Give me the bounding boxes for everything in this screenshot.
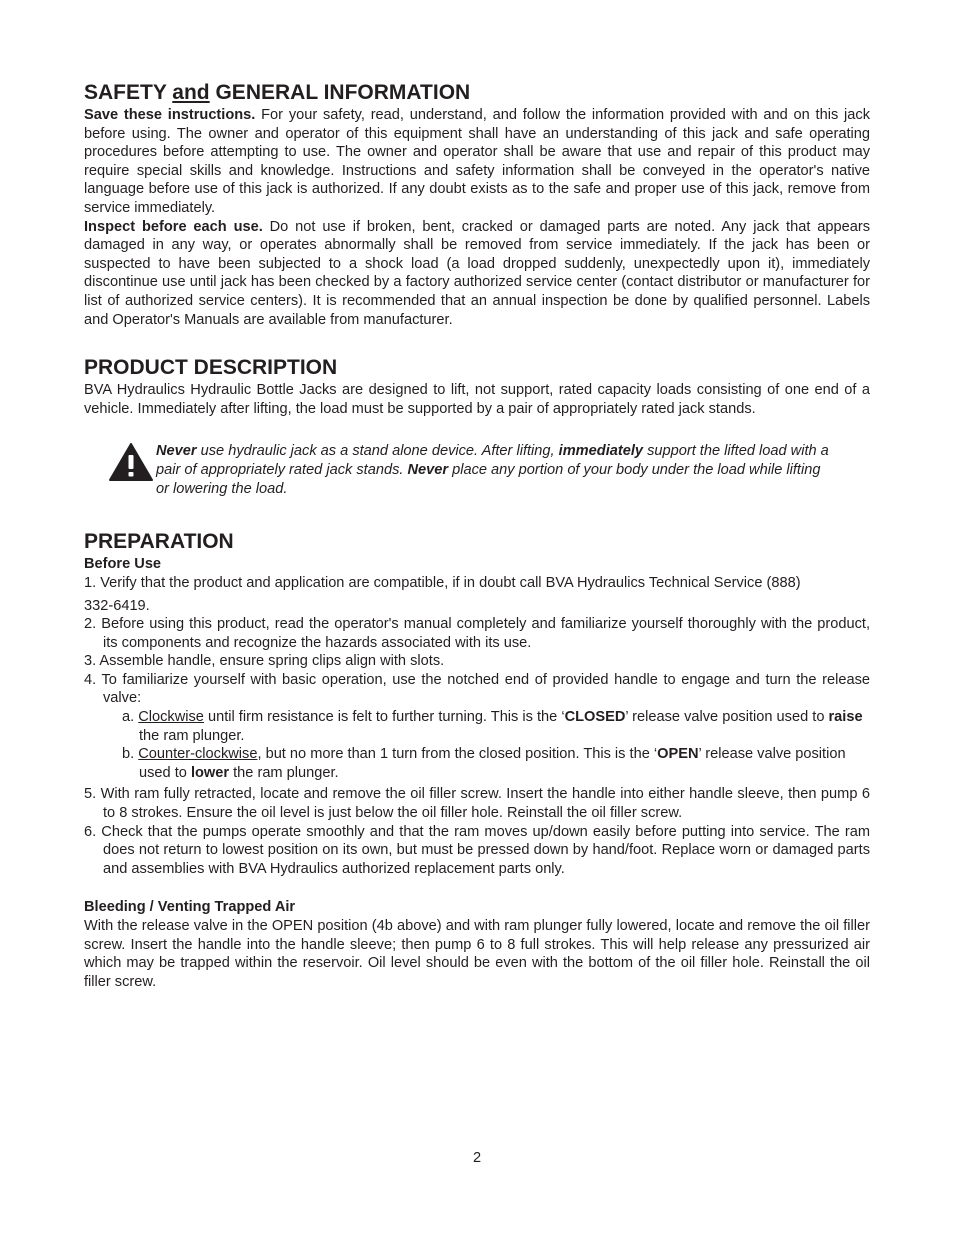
sub-list-text: ’ release valve position used to xyxy=(139,746,846,781)
bleeding-paragraph: With the release valve in the OPEN position (4b above) and with ram plunger fully lowered, locate and remove the oil filler screw. Insert the handle into the handle sleeve; then pump 6 to 8 full strokes. This will help release any pressurized air which may be trapped within the reservoir. Oil level should be even with the bottom of the oil filler hole. Reinstall the oil filler screw. xyxy=(84,918,870,990)
list-item: 4. To familiarize yourself with basic operation, use the notched end of provided handle to engage and turn the release valve: xyxy=(84,671,870,707)
before-use-subheading: Before Use xyxy=(84,556,162,573)
paragraph-lead: Inspect before each use. xyxy=(84,218,263,235)
heading-part: GENERAL INFORMATION xyxy=(209,81,471,104)
sub-list-text: until firm resistance is felt to further turning. This is the ‘ xyxy=(203,709,565,726)
product-description-paragraph: BVA Hydraulics Hydraulic Bottle Jacks are designed to lift, not support, rated capacity loads consisting of one end of a vehicle. Immediately after lifting, the load must be supported by a pair of appropriately rated jack stands. xyxy=(84,382,870,417)
sub-list-bold: lower xyxy=(190,764,230,781)
sub-list-marker: a. xyxy=(122,709,139,726)
sub-list-text: the ram plunger. xyxy=(139,727,245,744)
sub-list-underline: Counter-clockwise xyxy=(138,746,258,763)
warning-text-part: place any portion of your body under the load while lifting or lowering the load. xyxy=(156,462,821,498)
sub-list-item xyxy=(103,708,870,745)
warning-text-part: support the lifted load with a pair of appropriately rated jack stands. xyxy=(156,443,829,479)
save-instructions-paragraph xyxy=(84,106,870,218)
list-item xyxy=(84,574,870,615)
warning-emphasis: immediately xyxy=(558,443,644,460)
page-number: 2 xyxy=(472,1150,482,1166)
sub-list-bold: raise xyxy=(828,709,863,726)
list-item: 6. Check that the pumps operate smoothly and that the ram moves up/down easily before putting into service. The ram does not return to lowest position on its own, but must be pressed down by hand/foot. Replace worn or damaged parts and assemblies with BVA Hydraulics authorized replacement parts only. xyxy=(84,823,870,877)
preparation-heading: PREPARATION xyxy=(84,530,234,554)
warning-text-part: use hydraulic jack as a stand alone device. After lifting, xyxy=(196,443,559,460)
paragraph-lead: Save these instructions. xyxy=(84,107,256,123)
safety-heading xyxy=(84,80,870,106)
heading-and: and xyxy=(172,81,210,104)
sub-list-bold: OPEN xyxy=(657,746,699,763)
warning-triangle-icon xyxy=(108,442,154,482)
heading-part: SAFETY xyxy=(84,81,173,104)
sub-list-item xyxy=(103,745,870,782)
list-item: 3. Assemble handle, ensure spring clips align with slots. xyxy=(84,653,445,670)
list-item: 2. Before using this product, read the operator's manual completely and familiarize yourself thoroughly with the product, its components and recognize the hazards associated with its use. xyxy=(84,616,870,651)
paragraph-text: For your safety, read, understand, and follow the information provided with and on this jack before using. The owner and operator of this equipment shall have an understanding of this jack and safe operating procedures before attempting to use. The owner and operator shall be aware that use and repair of this product may require special skills and knowledge. Instructions and safety information shall be conveyed in the operator's native language before use of this jack is authorized. If any doubt exists as to the safe and proper use of this jack, remove from service immediately. xyxy=(84,107,870,216)
page-content xyxy=(84,80,870,991)
sub-list-text: the ram plunger. xyxy=(229,764,339,781)
paragraph-text: Do not use if broken, bent, cracked or damaged parts are noted. Any jack that appears damaged in any way, or operates abnormally shall be removed from service immediately. If the jack has been or suspected to have been subjected to a shock load (a load dropped suddenly, unexpectedly upon it), immediately discontinue use until jack has been checked by a factory authorized service center (contact distributor or manufacturer for list of authorized service centers). It is recommended that an annual inspection be done by qualified personnel. Labels and Operator's Manuals are available from manufacturer. xyxy=(84,218,870,328)
sub-list-text: ’ release valve position used to xyxy=(625,709,829,726)
warning-box xyxy=(84,442,830,499)
warning-emphasis: Never xyxy=(407,462,449,479)
list-item-text: 332-6419. xyxy=(84,597,150,614)
inspect-paragraph xyxy=(84,218,870,330)
sub-list-text: , but no more than 1 turn from the closed position. This is the ‘ xyxy=(257,746,658,763)
product-description-heading: PRODUCT DESCRIPTION xyxy=(84,356,338,380)
list-item: 5. With ram fully retracted, locate and remove the oil filler screw. Insert the handle into either handle sleeve, then pump 6 to 8 strokes. Ensure the oil level is just below the oil filler hole. Reinstall the oil filler screw. xyxy=(84,786,870,822)
warning-text xyxy=(156,443,829,497)
warning-emphasis: Never xyxy=(156,443,197,460)
bleeding-subheading: Bleeding / Venting Trapped Air xyxy=(84,899,296,916)
sub-list-marker: b. xyxy=(122,746,139,763)
sub-list-underline: Clockwise xyxy=(138,709,204,726)
sub-list-bold: CLOSED xyxy=(564,709,626,726)
list-item-text: 1. Verify that the product and application are compatible, if in doubt call BVA Hydraulics Technical Service (888) xyxy=(84,574,801,591)
